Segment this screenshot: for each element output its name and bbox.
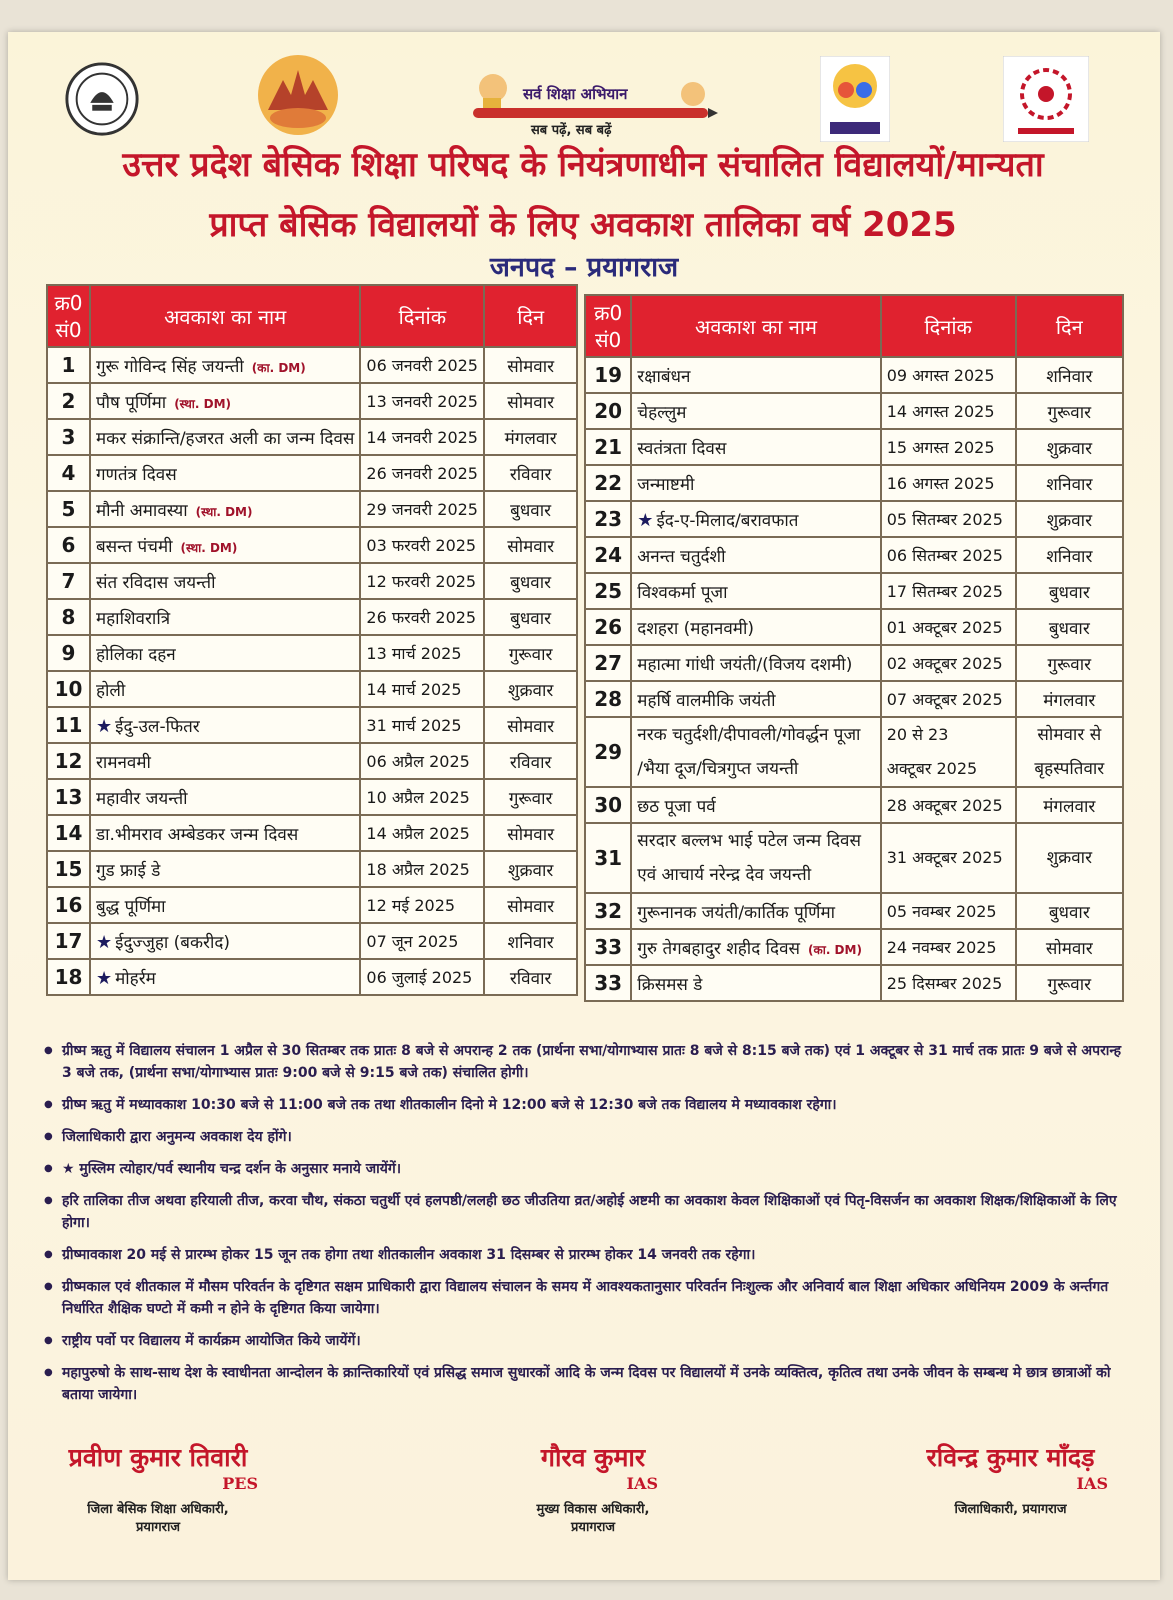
sarva-shiksha-abhiyan-logo xyxy=(453,58,718,148)
holiday-row xyxy=(585,965,1123,1001)
holiday-name-text: विश्वकर्मा पूजा xyxy=(637,582,728,603)
holiday-day: शुक्रवार xyxy=(1016,823,1123,893)
holiday-row xyxy=(585,537,1123,573)
star-icon: ★ xyxy=(95,931,113,953)
holiday-serial: 12 xyxy=(47,743,90,779)
holiday-date: 10 अप्रैल 2025 xyxy=(360,779,484,815)
holiday-day: मंगलवार xyxy=(1016,681,1123,717)
holiday-name-text: मकर संक्रान्ति/हजरत अली का जन्म दिवस xyxy=(95,428,355,449)
mid-day-meal-logo xyxy=(1003,56,1089,142)
holiday-date: 12 फरवरी 2025 xyxy=(360,563,484,599)
holiday-day: रविवार xyxy=(484,455,577,491)
col-header-name: अवकाश का नाम xyxy=(90,285,360,347)
note-item: ● महापुरुषो के साथ-साथ देश के स्वाधीनता आन्दोलन के क्रान्तिकारियों एवं प्रसिद्ध समाज सुधारकों आदि के जन्म दिवस पर विद्यालयों में उनके व्यक्तित्व, कृतित्व तथा उनके जीवन के सम्बन्ध मे छात्र छात्राओं को बताया जायेगा। xyxy=(38,1362,1128,1406)
holiday-date: 03 फरवरी 2025 xyxy=(360,527,484,563)
holiday-date: 05 सितम्बर 2025 xyxy=(881,501,1016,537)
holiday-date: 20 से 23 अक्टूबर 2025 xyxy=(881,717,1016,787)
signature-block-bsa xyxy=(58,1440,258,1537)
ssa-tagline: सब पढ़ें, सब बढ़ें xyxy=(531,123,612,138)
holiday-day: सोमवार xyxy=(484,887,577,923)
holiday-row xyxy=(585,609,1123,645)
holiday-serial: 22 xyxy=(585,465,631,501)
holiday-name-text: होली xyxy=(95,680,126,701)
table-header-row xyxy=(47,285,577,347)
signatory-cadre: PES xyxy=(222,1474,258,1493)
note-item: ● राष्ट्रीय पर्वो पर विद्यालय में कार्यक्रम आयोजित किये जायेंगें। xyxy=(38,1330,1128,1352)
holiday-row xyxy=(47,491,577,527)
holiday-row xyxy=(585,823,1123,893)
holiday-row xyxy=(585,929,1123,965)
holiday-day: गुरूवार xyxy=(1016,393,1123,429)
holiday-date: 06 सितम्बर 2025 xyxy=(881,537,1016,573)
holiday-name-text: मोहर्रम xyxy=(115,968,156,989)
holiday-name-text: डा.भीमराव अम्बेडकर जन्म दिवस xyxy=(95,824,299,845)
holiday-name-text: बुद्ध पूर्णिमा xyxy=(95,896,166,917)
holiday-serial: 23 xyxy=(585,501,631,537)
holiday-row xyxy=(47,851,577,887)
holiday-name xyxy=(631,573,880,609)
signatory-name: प्रवीण कुमार तिवारी xyxy=(68,1443,248,1472)
holiday-name xyxy=(90,671,360,707)
holiday-name xyxy=(631,537,880,573)
holiday-serial: 7 xyxy=(47,563,90,599)
holiday-serial: 30 xyxy=(585,787,631,823)
note-item: ● ★ मुस्लिम त्योहार/पर्व स्थानीय चन्द्र दर्शन के अनुसार मनाये जायेंगें। xyxy=(38,1158,1128,1180)
holiday-row xyxy=(585,501,1123,537)
holiday-day: शुक्रवार xyxy=(484,851,577,887)
holiday-name-text: स्वतंत्रता दिवस xyxy=(637,438,727,459)
holiday-date: 09 अगस्त 2025 xyxy=(881,357,1016,393)
holiday-date: 13 जनवरी 2025 xyxy=(360,383,484,419)
holiday-day: मंगलवार xyxy=(484,419,577,455)
table-header-row xyxy=(585,295,1123,357)
holiday-serial: 25 xyxy=(585,573,631,609)
holiday-serial: 15 xyxy=(47,851,90,887)
holiday-row xyxy=(585,787,1123,823)
holiday-name xyxy=(631,645,880,681)
holiday-date: 14 जनवरी 2025 xyxy=(360,419,484,455)
holiday-date: 15 अगस्त 2025 xyxy=(881,429,1016,465)
holiday-day: शुक्रवार xyxy=(1016,429,1123,465)
col-header-sn: क्र0 सं0 xyxy=(585,295,631,357)
holiday-row xyxy=(585,645,1123,681)
holiday-serial: 29 xyxy=(585,717,631,787)
holiday-day: सोमवार से बृहस्पतिवार xyxy=(1016,717,1123,787)
holiday-serial: 18 xyxy=(47,959,90,995)
holiday-name-text-2: एवं आचार्य नरेन्द्र देव जयन्ती xyxy=(637,865,812,885)
holiday-name xyxy=(90,743,360,779)
holiday-name-text: रामनवमी xyxy=(95,752,151,773)
holiday-day: शनिवार xyxy=(1016,357,1123,393)
notes-list xyxy=(38,1040,1128,1416)
holiday-row xyxy=(47,527,577,563)
col-header-sn: क्र0 सं0 xyxy=(47,285,90,347)
holiday-row xyxy=(47,563,577,599)
holiday-name-text: चेहल्लुम xyxy=(637,402,687,423)
holiday-serial: 27 xyxy=(585,645,631,681)
holiday-name xyxy=(90,959,360,995)
holiday-name xyxy=(90,491,360,527)
holiday-date: 24 नवम्बर 2025 xyxy=(881,929,1016,965)
holiday-name xyxy=(631,465,880,501)
holiday-name-text: ईद-ए-मिलाद/बरावफात xyxy=(656,510,799,531)
holiday-row xyxy=(585,681,1123,717)
holiday-day: गुरूवार xyxy=(1016,965,1123,1001)
holiday-name-text: संत रविदास जयन्ती xyxy=(95,572,216,593)
holiday-name-text-2: /भैया दूज/चित्रगुप्त जयन्ती xyxy=(637,759,799,779)
holiday-name-text: जन्माष्टमी xyxy=(637,474,695,495)
holiday-name-text: रक्षाबंधन xyxy=(637,366,691,387)
holiday-name-text: अनन्त चतुर्दशी xyxy=(637,546,726,567)
holiday-date: 14 अगस्त 2025 xyxy=(881,393,1016,429)
holiday-name-text: सरदार बल्लभ भाई पटेल जन्म दिवस xyxy=(637,831,862,851)
holiday-row xyxy=(47,671,577,707)
col-header-name: अवकाश का नाम xyxy=(631,295,880,357)
holiday-row xyxy=(47,635,577,671)
holiday-row xyxy=(47,923,577,959)
holiday-serial: 9 xyxy=(47,635,90,671)
holiday-serial: 32 xyxy=(585,893,631,929)
holiday-day: गुरूवार xyxy=(484,779,577,815)
dm-note: (स्था. DM) xyxy=(180,540,238,555)
note-item: ● ग्रीष्म ऋतु में मध्यावकाश 10:30 बजे से 11:00 बजे तक तथा शीतकालीन दिनो मे 12:00 बजे से 12:30 बजे तक विद्यालय मे मध्यावकाश रहेगा। xyxy=(38,1094,1128,1116)
holiday-date: 06 जनवरी 2025 xyxy=(360,347,484,383)
holiday-date: 26 फरवरी 2025 xyxy=(360,599,484,635)
holiday-day: सोमवार xyxy=(484,347,577,383)
holiday-row xyxy=(585,429,1123,465)
dm-note: (का. DM) xyxy=(251,360,306,375)
holiday-name xyxy=(90,527,360,563)
holiday-name xyxy=(631,823,880,893)
holiday-date: 07 अक्टूबर 2025 xyxy=(881,681,1016,717)
holiday-row xyxy=(47,743,577,779)
holiday-day: रविवार xyxy=(484,959,577,995)
holiday-day: रविवार xyxy=(484,743,577,779)
holiday-day: बुधवार xyxy=(484,491,577,527)
holiday-serial: 11 xyxy=(47,707,90,743)
holiday-name-text: गुड फ्राई डे xyxy=(95,860,161,881)
holiday-name-text: गुरू गोविन्द सिंह जयन्ती xyxy=(95,356,244,377)
holiday-serial: 13 xyxy=(47,779,90,815)
holiday-name xyxy=(631,609,880,645)
up-govt-emblem-icon xyxy=(63,60,141,138)
holiday-row xyxy=(47,707,577,743)
holiday-serial: 1 xyxy=(47,347,90,383)
holiday-name xyxy=(631,929,880,965)
holiday-name-text: होलिका दहन xyxy=(95,644,176,665)
holiday-row xyxy=(47,959,577,995)
holiday-name-text: क्रिसमस डे xyxy=(637,974,703,995)
note-item: ● हरि तालिका तीज अथवा हरियाली तीज, करवा चौथ, संकठा चतुर्थी एवं हलपष्ठी/ललही छठ जीउतिया व्रत/अहोई अष्टमी का अवकाश केवल शिक्षिकाओं एवं पितृ-विसर्जन का अवकाश शिक्षक/शिक्षिकाओं के लिए होगा। xyxy=(38,1190,1128,1234)
holiday-name xyxy=(631,787,880,823)
holiday-day: बुधवार xyxy=(484,563,577,599)
holiday-day: सोमवार xyxy=(1016,929,1123,965)
holiday-row xyxy=(47,347,577,383)
signatory-designation: जिला बेसिक शिक्षा अधिकारी, प्रयागराज xyxy=(87,1502,229,1535)
holiday-name-text: ईदुज्जुहा (बकरीद) xyxy=(115,932,231,953)
holiday-day: सोमवार xyxy=(484,383,577,419)
holiday-row xyxy=(585,357,1123,393)
holiday-name-text: महात्मा गांधी जयंती/(विजय दशमी) xyxy=(637,654,853,675)
holiday-name-text: महावीर जयन्ती xyxy=(95,788,188,809)
holiday-date: 06 जुलाई 2025 xyxy=(360,959,484,995)
holiday-day: सोमवार xyxy=(484,707,577,743)
holiday-serial: 17 xyxy=(47,923,90,959)
page-title-line-2: प्राप्त बेसिक विद्यालयों के लिए अवकाश तालिका वर्ष 2025 xyxy=(209,205,957,245)
holiday-date: 07 जून 2025 xyxy=(360,923,484,959)
holiday-table-right xyxy=(584,294,1124,1002)
holiday-row xyxy=(47,887,577,923)
holiday-name-text: महर्षि वालमीकि जयंती xyxy=(637,690,776,711)
holiday-day: बुधवार xyxy=(1016,609,1123,645)
signature-block-dm xyxy=(913,1440,1108,1519)
holiday-serial: 3 xyxy=(47,419,90,455)
star-icon: ★ xyxy=(637,509,654,531)
district-heading: जनपद – प्रयागराज xyxy=(489,252,679,283)
holiday-day: शनिवार xyxy=(1016,465,1123,501)
holiday-serial: 6 xyxy=(47,527,90,563)
logo-strip xyxy=(8,50,1160,150)
holiday-row xyxy=(585,893,1123,929)
holiday-date: 26 जनवरी 2025 xyxy=(360,455,484,491)
holiday-date: 14 अप्रैल 2025 xyxy=(360,815,484,851)
holiday-serial: 8 xyxy=(47,599,90,635)
holiday-date: 14 मार्च 2025 xyxy=(360,671,484,707)
dm-note: (स्था. DM) xyxy=(195,504,253,519)
holiday-day: शुक्रवार xyxy=(1016,501,1123,537)
holiday-serial: 21 xyxy=(585,429,631,465)
holiday-day: सोमवार xyxy=(484,815,577,851)
holiday-row xyxy=(585,465,1123,501)
holiday-day: सोमवार xyxy=(484,527,577,563)
holiday-name xyxy=(631,429,880,465)
holiday-date: 18 अप्रैल 2025 xyxy=(360,851,484,887)
holiday-date: 25 दिसम्बर 2025 xyxy=(881,965,1016,1001)
holiday-name-text: गुरु तेगबहादुर शहीद दिवस xyxy=(637,938,801,959)
holiday-table-left xyxy=(46,284,578,996)
holiday-date: 17 सितम्बर 2025 xyxy=(881,573,1016,609)
ssa-title: सर्व शिक्षा अभियान xyxy=(523,85,628,103)
holiday-serial: 14 xyxy=(47,815,90,851)
holiday-row xyxy=(47,779,577,815)
holiday-row xyxy=(585,717,1123,787)
holiday-date: 01 अक्टूबर 2025 xyxy=(881,609,1016,645)
holiday-name-text: ईदु-उल-फितर xyxy=(115,716,200,737)
holiday-day: गुरूवार xyxy=(1016,645,1123,681)
kumbh-logo-icon xyxy=(253,50,343,140)
holiday-name-text: दशहरा (महानवमी) xyxy=(637,618,754,639)
signatory-cadre: IAS xyxy=(1076,1474,1108,1493)
dm-note: (का. DM) xyxy=(808,942,862,957)
holiday-date: 02 अक्टूबर 2025 xyxy=(881,645,1016,681)
note-item: ● ग्रीष्म ऋतु में विद्यालय संचालन 1 अप्रैल से 30 सितम्बर तक प्रातः 8 बजे से अपरान्ह 2 तक (प्रार्थना सभा/योगाभ्यास प्रातः 8 बजे से 8:15 बजे तक) एवं 1 अक्टूबर से 31 मार्च तक प्रातः 9 बजे से अपरान्ह 3 बजे तक, (प्रार्थना सभा/योगाभ्यास प्रातः 9:00 बजे से 9:15 बजे तक) संचालित होगी। xyxy=(38,1040,1128,1084)
holiday-name xyxy=(631,965,880,1001)
signatory-name: रविन्द्र कुमार माँदड़ xyxy=(926,1443,1095,1472)
holiday-day: बुधवार xyxy=(484,599,577,635)
nipun-bharat-logo xyxy=(820,56,890,142)
holiday-day: बुधवार xyxy=(1016,893,1123,929)
holiday-date: 16 अगस्त 2025 xyxy=(881,465,1016,501)
holiday-name-text: गणतंत्र दिवस xyxy=(95,464,177,485)
holiday-date: 28 अक्टूबर 2025 xyxy=(881,787,1016,823)
holiday-date: 12 मई 2025 xyxy=(360,887,484,923)
holiday-day: शुक्रवार xyxy=(484,671,577,707)
holiday-date: 05 नवम्बर 2025 xyxy=(881,893,1016,929)
holiday-name xyxy=(631,501,880,537)
col-header-date: दिनांक xyxy=(881,295,1016,357)
holiday-date: 06 अप्रैल 2025 xyxy=(360,743,484,779)
holiday-name xyxy=(90,815,360,851)
holiday-date: 31 मार्च 2025 xyxy=(360,707,484,743)
page-title-line-1: उत्तर प्रदेश बेसिक शिक्षा परिषद के नियंत्रणाधीन संचालित विद्यालयों/मान्यता xyxy=(122,145,1044,185)
holiday-name xyxy=(90,779,360,815)
holiday-name xyxy=(631,681,880,717)
holiday-date: 29 जनवरी 2025 xyxy=(360,491,484,527)
holiday-name xyxy=(90,383,360,419)
holiday-serial: 19 xyxy=(585,357,631,393)
holiday-name xyxy=(90,635,360,671)
holiday-day: मंगलवार xyxy=(1016,787,1123,823)
holiday-name-text: छठ पूजा पर्व xyxy=(637,796,716,817)
holiday-name xyxy=(90,887,360,923)
holiday-serial: 2 xyxy=(47,383,90,419)
holiday-name xyxy=(90,599,360,635)
holiday-name-text: नरक चतुर्दशी/दीपावली/गोवर्द्धन पूजा xyxy=(637,725,861,745)
holiday-name xyxy=(90,563,360,599)
note-item: ● ग्रीष्मावकाश 20 मई से प्रारम्भ होकर 15 जून तक होगा तथा शीतकालीन अवकाश 31 दिसम्बर से प्रारम्भ होकर 14 जनवरी तक रहेगा। xyxy=(38,1244,1128,1266)
holiday-date: 31 अक्टूबर 2025 xyxy=(881,823,1016,893)
star-icon: ★ xyxy=(95,715,113,737)
col-header-day: दिन xyxy=(484,285,577,347)
holiday-serial: 33 xyxy=(585,929,631,965)
holiday-serial: 10 xyxy=(47,671,90,707)
holiday-day: बुधवार xyxy=(1016,573,1123,609)
signatory-designation: जिलाधिकारी, प्रयागराज xyxy=(954,1502,1067,1517)
holiday-name xyxy=(631,893,880,929)
holiday-serial: 31 xyxy=(585,823,631,893)
holiday-name xyxy=(631,357,880,393)
holiday-name-text: पौष पूर्णिमा xyxy=(95,392,167,413)
holiday-day: शनिवार xyxy=(1016,537,1123,573)
holiday-serial: 28 xyxy=(585,681,631,717)
holiday-name-text: गुरूनानक जयंती/कार्तिक पूर्णिमा xyxy=(637,902,836,923)
holiday-name-text: महाशिवरात्रि xyxy=(95,608,171,629)
holiday-name xyxy=(90,347,360,383)
holiday-row xyxy=(585,393,1123,429)
holiday-serial: 26 xyxy=(585,609,631,645)
holiday-row xyxy=(47,599,577,635)
holiday-row xyxy=(47,419,577,455)
holiday-name xyxy=(631,393,880,429)
holiday-notice-sheet xyxy=(8,32,1160,1580)
signatory-designation: मुख्य विकास अधिकारी, प्रयागराज xyxy=(536,1502,650,1535)
holiday-row xyxy=(585,573,1123,609)
holiday-name xyxy=(90,923,360,959)
holiday-serial: 16 xyxy=(47,887,90,923)
holiday-name xyxy=(631,717,880,787)
holiday-row xyxy=(47,815,577,851)
holiday-day: शनिवार xyxy=(484,923,577,959)
holiday-name-text: बसन्त पंचमी xyxy=(95,536,173,557)
holiday-serial: 33 xyxy=(585,965,631,1001)
star-icon: ★ xyxy=(95,967,113,989)
holiday-name xyxy=(90,455,360,491)
holiday-name xyxy=(90,851,360,887)
holiday-name xyxy=(90,419,360,455)
holiday-serial: 4 xyxy=(47,455,90,491)
note-item: ● ग्रीष्मकाल एवं शीतकाल में मौसम परिवर्तन के दृष्टिगत सक्षम प्राधिकारी द्वारा विद्यालय संचालन के समय में आवश्यकतानुसार परिवर्तन निःशुल्क और अनिवार्य बाल शिक्षा अधिकार अधिनियम 2009 के अर्न्तगत निर्धारित शैक्षिक घण्टो में कमी न होने के दृष्टिगत किया जायेगा। xyxy=(38,1276,1128,1320)
col-header-day: दिन xyxy=(1016,295,1123,357)
holiday-day: गुरूवार xyxy=(484,635,577,671)
holiday-name xyxy=(90,707,360,743)
holiday-serial: 5 xyxy=(47,491,90,527)
signatory-cadre: IAS xyxy=(626,1474,658,1493)
holiday-name-text: मौनी अमावस्या xyxy=(95,500,188,521)
signature-block-cdo xyxy=(528,1440,658,1537)
signatory-name: गौरव कुमार xyxy=(540,1443,646,1472)
holiday-serial: 20 xyxy=(585,393,631,429)
col-header-date: दिनांक xyxy=(360,285,484,347)
holiday-row xyxy=(47,455,577,491)
holiday-row xyxy=(47,383,577,419)
holiday-serial: 24 xyxy=(585,537,631,573)
dm-note: (स्था. DM) xyxy=(174,396,231,411)
note-item: ● जिलाधिकारी द्वारा अनुमन्य अवकाश देय होंगे। xyxy=(38,1126,1128,1148)
holiday-date: 13 मार्च 2025 xyxy=(360,635,484,671)
